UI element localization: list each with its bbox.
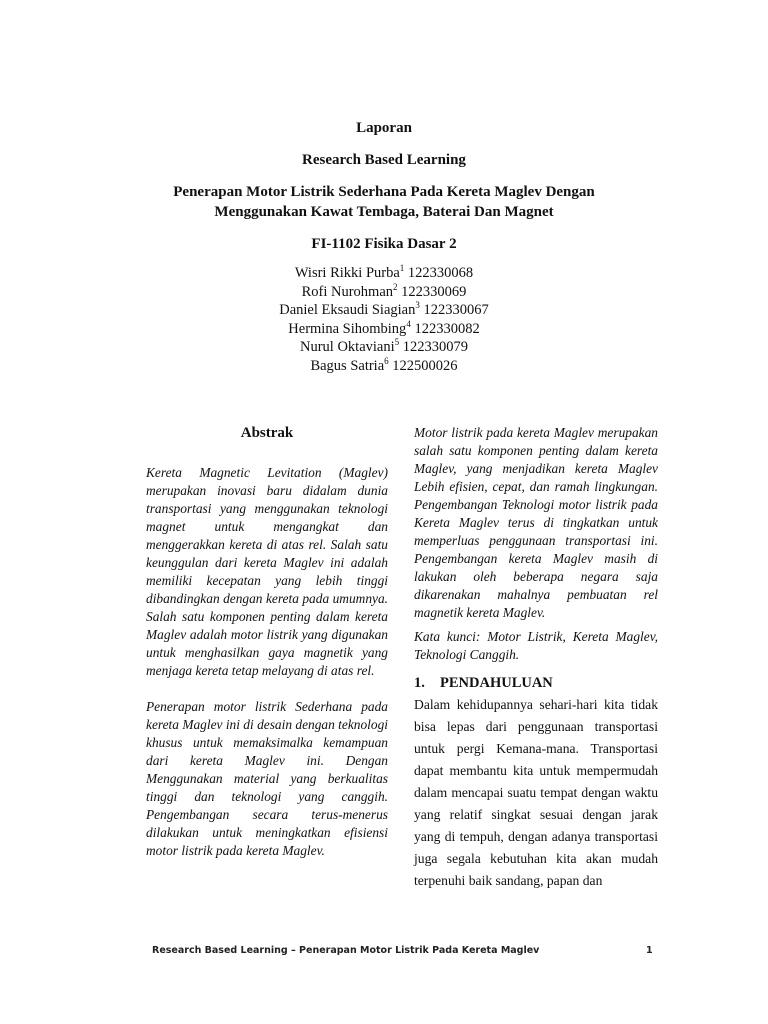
section-number: 1.: [414, 675, 425, 691]
running-footer: Research Based Learning – Penerapan Motor Listrik Pada Kereta Maglev: [152, 945, 540, 956]
section-heading: [414, 674, 658, 692]
author-5: Nurul Oktaviani$^5$ 122330079: [299, 337, 468, 356]
abstract-paragraph-1: Kereta Magnetic Levitation (Maglev) merupakan inovasi baru didalam dunia transportasi yang menggunakan teknologi magnet untuk mengangkat dan menggerakkan kereta di atas rel. Salah satu keunggulan dari kereta Maglev ini adalah memiliki kecepatan yang lebih tinggi dibandingkan dengan kereta pada umumnya. Salah satu komponen penting dalam kereta Maglev adalah motor listrik yang digunakan untuk menghasilkan gaya magnetik yang menjaga kereta tetap melayang di atas rel.: [146, 465, 388, 678]
section-title: PENDAHULUAN: [440, 675, 553, 691]
left-column: [146, 424, 388, 860]
paper-title-line-2: Menggunakan Kawat Tembaga, Baterai Dan Magnet: [214, 204, 554, 220]
abstract-paragraph-2: Penerapan motor listrik Sederhana pada kereta Maglev ini di desain dengan teknologi khusus untuk memaksimalka kemampuan dari kereta Maglev ini. Dengan Menggunakan material yang berkualitas tinggi dan teknologi yang canggih. Pengembangan secara terus-menerus dilakukan untuk meningkatkan efisiensi motor listrik pada kereta Maglev.: [146, 699, 388, 858]
abstract-heading: Abstrak: [240, 425, 294, 441]
paper-header: [0, 118, 768, 376]
report-label: Laporan: [356, 120, 412, 136]
paper-title-line-1: Penerapan Motor Listrik Sederhana Pada Kereta Maglev Dengan: [173, 184, 595, 200]
author-3: Daniel Eksaudi Siagian$^3$ 122330067: [279, 300, 489, 319]
keywords: Kata kunci: Motor Listrik, Kereta Maglev, Teknologi Canggih.: [414, 629, 658, 662]
abstract-paragraph-3: Motor listrik pada kereta Maglev merupakan salah satu komponen penting dalam kereta Maglev, yang menjadikan kereta Maglev Lebih efisien, cepat, dan ramah lingkungan. Pengembangan Teknologi motor listrik pada Kereta Maglev terus di tingkatkan untuk memperluas penggunaan transportasi ini. Pengembangan kereta Maglev masih di lakukan oleh beberapa negara saja dikarenakan mahalnya pembuatan rel magnetik kereta Maglev.: [414, 425, 658, 620]
paper-title: [0, 182, 768, 222]
section-body: Dalam kehidupannya sehari-hari kita tidak bisa lepas dari penggunaan transportasi untuk pergi Kemana-mana. Transportasi dapat membantu kita untuk mempermudah dalam mencapai suatu tempat dengan waktu yang relatif singkat sesuai dengan jarak yang di tempuh, dengan adanya transportasi juga segala kebutuhan kita akan mudah terpenuhi baik sandang, papan dan: [414, 697, 658, 888]
right-column: [414, 424, 658, 892]
course-name: FI-1102 Fisika Dasar 2: [311, 236, 457, 252]
page-number: 1: [646, 945, 653, 956]
author-4: Hermina Sihombing$^4$ 122330082: [288, 318, 480, 337]
author-6: Bagus Satria$^6$ 122500026: [310, 356, 458, 374]
author-list: [0, 264, 768, 376]
author-1: Wisri Rikki Purba$^1$ 122330068: [294, 263, 474, 281]
author-2: Rofi Nurohman$^2$ 122330069: [301, 281, 467, 300]
report-type: Research Based Learning: [302, 152, 466, 168]
